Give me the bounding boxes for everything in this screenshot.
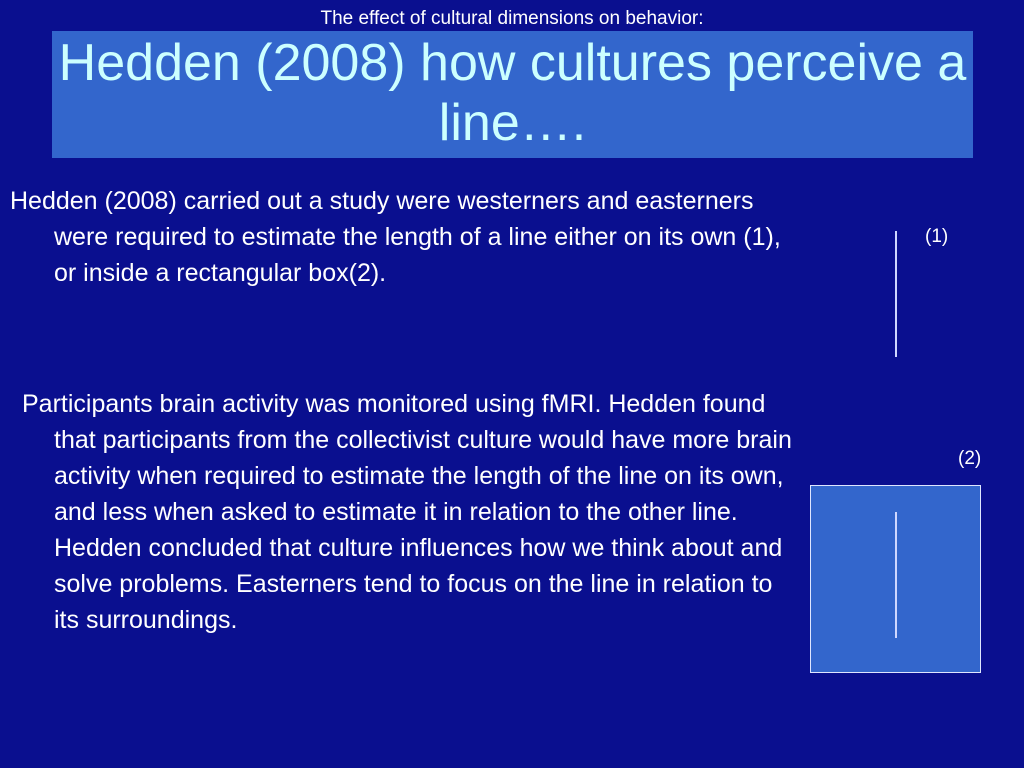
standalone-line [895,231,897,357]
boxed-line [895,512,897,638]
figure-1-label: (1) [925,226,949,247]
body-paragraph-1: Hedden (2008) carried out a study were westerners and easterners were required to estimate the length of a line either on its own (1), or inside a rectangular box(2). [10,187,781,287]
slide-title: Hedden (2008) how cultures perceive a line…. [58,34,967,152]
figure-2-label: (2) [958,448,982,469]
body-paragraph-2: Participants brain activity was monitored using fMRI. Hedden found that participants from the collectivist culture would have more brain activity when required to estimate the length of the line on its own, and less when asked to estimate it in relation to the other line. Hedden concluded that culture influences how we think about and solve problems. Easterners tend to focus on the line in relation to its surroundings. [22,390,792,634]
slide-supertitle: The effect of cultural dimensions on behavior: [320,8,704,29]
